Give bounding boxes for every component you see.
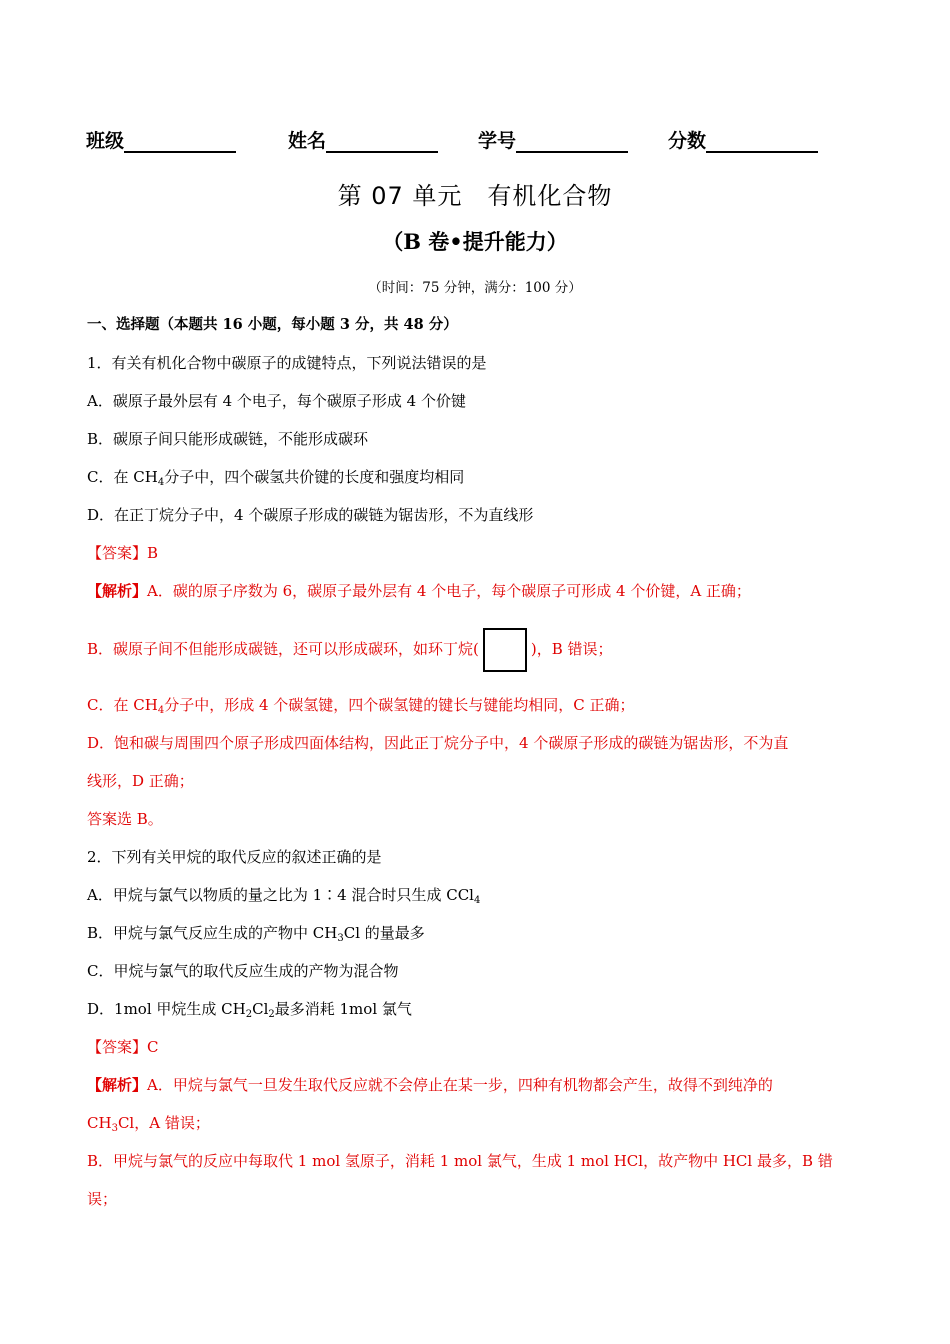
q1-answer-value: B [147,544,159,562]
page-subtitle: （B 卷•提升能力） [382,229,568,254]
q2-option-d-pre: D．1mol 甲烷生成 CH [87,1000,246,1018]
q2-option-d-mid: Cl [252,1000,269,1018]
q2-option-b-pre: B．甲烷与氯气反应生成的产物中 CH [87,924,338,942]
student-info-header [86,126,846,158]
q1-answer [87,543,158,563]
q2-option-a [87,885,480,905]
name-blank [326,129,438,153]
q2-option-d-sub1: 2 [245,1009,253,1020]
q1-explanation-b [87,625,613,673]
q2-exp-a2-pre: CH [87,1114,112,1132]
student-id-label: 学号 [478,130,517,152]
q2-answer-value: C [147,1038,159,1056]
student-id-field [478,126,628,153]
class-blank [124,129,236,153]
q2-exp-a1-text: A．甲烷与氯气一旦发生取代反应就不会停止在某一步，四种有机物都会产生，故得不到纯净的 [147,1076,773,1094]
q2-option-a-sub: 4 [473,895,481,906]
q2-option-b-post: Cl 的量最多 [343,924,425,942]
q2-explanation-b-line1: B．甲烷与氯气的反应中每取代 1 mol 氢原子，消耗 1 mol 氯气，生成 1 mol HCl，故产物中 HCl 最多，B 错 [87,1152,833,1170]
q1-exp-c-pre: C．在 CH [87,696,158,714]
q2-option-b-sub: 3 [337,933,344,944]
q1-explanation-d-line1: D．饱和碳与周围四个原子形成四面体结构，因此正丁烷分子中，4 个碳原子形成的碳链为锯齿形，不为直 [87,734,789,752]
q2-option-b [87,923,425,943]
q2-option-d-sub2: 2 [268,1009,275,1020]
student-id-blank [516,129,628,153]
q1-exp-b-post: )，B 错误； [530,640,613,658]
q2-answer-label: 【答案】 [87,1038,148,1056]
q1-exp-b-pre: B．碳原子间不但能形成碳链，还可以形成碳环，如环丁烷( [87,640,479,658]
class-label: 班级 [86,130,125,152]
q2-stem: 2．下列有关甲烷的取代反应的叙述正确的是 [87,848,382,866]
score-field [668,126,818,153]
q2-answer [87,1037,159,1057]
q1-exp-c-sub: 4 [157,705,165,716]
q1-explanation-c [87,695,635,715]
q2-option-d [87,999,412,1019]
q1-conclusion: 答案选 B。 [87,810,163,828]
q1-explanation-d-line2: 线形，D 正确； [87,772,194,790]
cyclobutane-square-icon [483,628,527,672]
q2-exp-a2-post: Cl，A 错误； [117,1114,210,1132]
q1-option-d: D．在正丁烷分子中，4 个碳原子形成的碳链为锯齿形，不为直线形 [87,506,534,524]
q1-option-c-pre: C．在 CH [87,468,158,486]
time-info: （时间：75 分钟，满分：100 分） [368,280,582,296]
q1-exp-a-text: A．碳的原子序数为 6，碳原子最外层有 4 个电子，每个碳原子可形成 4 个价键，A 正确； [147,582,751,600]
name-field [288,126,438,153]
q2-explanation-a-line1 [87,1075,773,1095]
q2-option-a-pre: A．甲烷与氯气以物质的量之比为 1∶4 混合时只生成 CCl [87,886,474,904]
q1-option-c-post: 分子中，四个碳氢共价键的长度和强度均相同 [164,468,465,486]
q1-option-c-sub: 4 [157,477,165,488]
score-blank [706,129,818,153]
name-label: 姓名 [288,130,327,152]
q1-answer-label: 【答案】 [87,544,148,562]
q1-stem: 1．有关有机化合物中碳原子的成键特点，下列说法错误的是 [87,354,487,372]
q1-explanation-a [87,581,751,601]
q2-explanation-a-line2 [87,1113,210,1133]
q1-option-b: B．碳原子间只能形成碳链，不能形成碳环 [87,430,369,448]
page-title: 第 07 单元 有机化合物 [337,182,613,210]
q1-option-a: A．碳原子最外层有 4 个电子，每个碳原子形成 4 个价键 [87,392,466,410]
score-label: 分数 [668,130,707,152]
section-heading: 一、选择题（本题共 16 小题，每小题 3 分，共 48 分） [87,316,458,333]
q1-exp-c-post: 分子中，形成 4 个碳氢键，四个碳氢键的键长与键能均相同，C 正确； [164,696,635,714]
q2-option-c: C．甲烷与氯气的取代反应生成的产物为混合物 [87,962,399,980]
q2-explanation-b-line2: 误； [87,1190,118,1208]
class-field [86,126,236,153]
q2-exp-label: 【解析】 [87,1076,148,1094]
q2-exp-a2-sub: 3 [111,1123,118,1134]
q2-option-d-post: 最多消耗 1mol 氯气 [274,1000,412,1018]
q1-exp-label: 【解析】 [87,582,148,600]
q1-option-c [87,467,464,487]
